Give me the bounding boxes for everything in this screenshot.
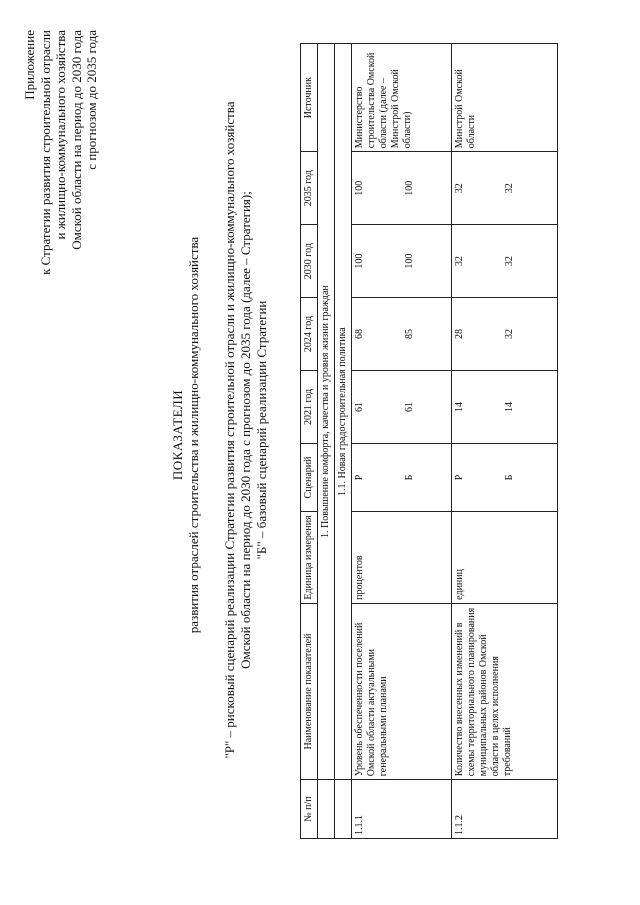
appendix-line: Приложение [22,30,37,100]
value-2035 [352,152,452,225]
row-number: 1.1.1 [352,780,452,839]
subsection-row [335,44,352,839]
value-r: 14 [454,401,465,412]
value-b: 32 [504,329,515,340]
unit-cell: процентов [352,512,452,604]
value-2021 [352,370,452,443]
note-line: "Б" – базовый сценарий реализации Стратегии [254,300,269,560]
value-r: 100 [354,253,365,269]
scenario-r: Р [354,474,365,481]
value-2035 [452,152,558,225]
scenario-b: Б [504,474,515,481]
header-cell: 2024 год [301,298,318,371]
title-block [170,85,202,785]
header-cell: Источник [301,44,318,152]
value-b: 32 [504,256,515,267]
scenario-notes [222,85,270,775]
appendix-line: с прогнозом до 2035 года [84,30,99,170]
table-row [352,44,452,839]
table-header-row [301,44,318,839]
note-line: "Р" – рисковый сценарий реализации Стратегии развития строительной отрасли и жилищно-коммунального хозяйства [222,101,237,759]
value-r: 61 [354,401,365,412]
value-2024 [352,298,452,371]
value-2021 [452,370,558,443]
scenario-cell [452,443,558,511]
header-cell: Сценарий [301,443,318,511]
value-r: 32 [454,256,465,267]
value-2024 [452,298,558,371]
appendix-line: Омской области на период до 2030 года [68,30,84,250]
source-cell: Министерство строительства Омской области (далее – Минстрой Омской области) [352,44,452,152]
indicator-name: Количество внесенных изменений в схемы территориального планирования муниципальных районов Омской области в целях исполнения требований [452,603,558,779]
value-2030 [352,225,452,298]
header-cell: Единица измерения [301,512,318,604]
header-cell: Наименование показателей [301,603,318,779]
unit-cell: единиц [452,512,558,604]
subsection-heading: 1.1. Новая градостроительная политика [335,44,352,780]
value-r: 32 [454,183,465,194]
table-row [452,44,558,839]
page-subtitle: развития отраслей строительства и жилищно-коммунального хозяйства [186,236,201,634]
page-title: ПОКАЗАТЕЛИ [170,389,185,481]
value-b: 61 [404,401,415,412]
scenario-r: Р [454,474,465,481]
indicators-table [300,43,558,839]
value-2030 [452,225,558,298]
scenario-b: Б [404,474,415,481]
appendix-line: к Стратегии развития строительной отрасли [37,30,53,275]
indicator-name: Уровень обеспеченности поселений Омской области актуальными генеральными планами [352,603,452,779]
header-cell: 2035 год [301,152,318,225]
source-cell: Минстрой Омской области [452,44,558,152]
value-r: 68 [354,329,365,340]
header-cell: № п/п [301,780,318,839]
appendix-block [22,30,100,275]
value-b: 32 [504,183,515,194]
header-cell: 2021 год [301,370,318,443]
value-b: 100 [404,180,415,196]
section-heading: 1. Повышение комфорта, качества и уровня жизни граждан [318,44,335,780]
value-b: 100 [404,253,415,269]
row-number: 1.1.2 [452,780,558,839]
value-b: 14 [504,401,515,412]
header-cell: 2030 год [301,225,318,298]
value-r: 28 [454,329,465,340]
value-b: 85 [404,329,415,340]
section-row [318,44,335,839]
scenario-cell [352,443,452,511]
note-line: Омской области на период до 2030 года с прогнозом до 2035 года (далее – Стратегия); [238,191,253,669]
appendix-line: и жилищно-коммунального хозяйства [53,30,68,240]
value-r: 100 [354,180,365,196]
